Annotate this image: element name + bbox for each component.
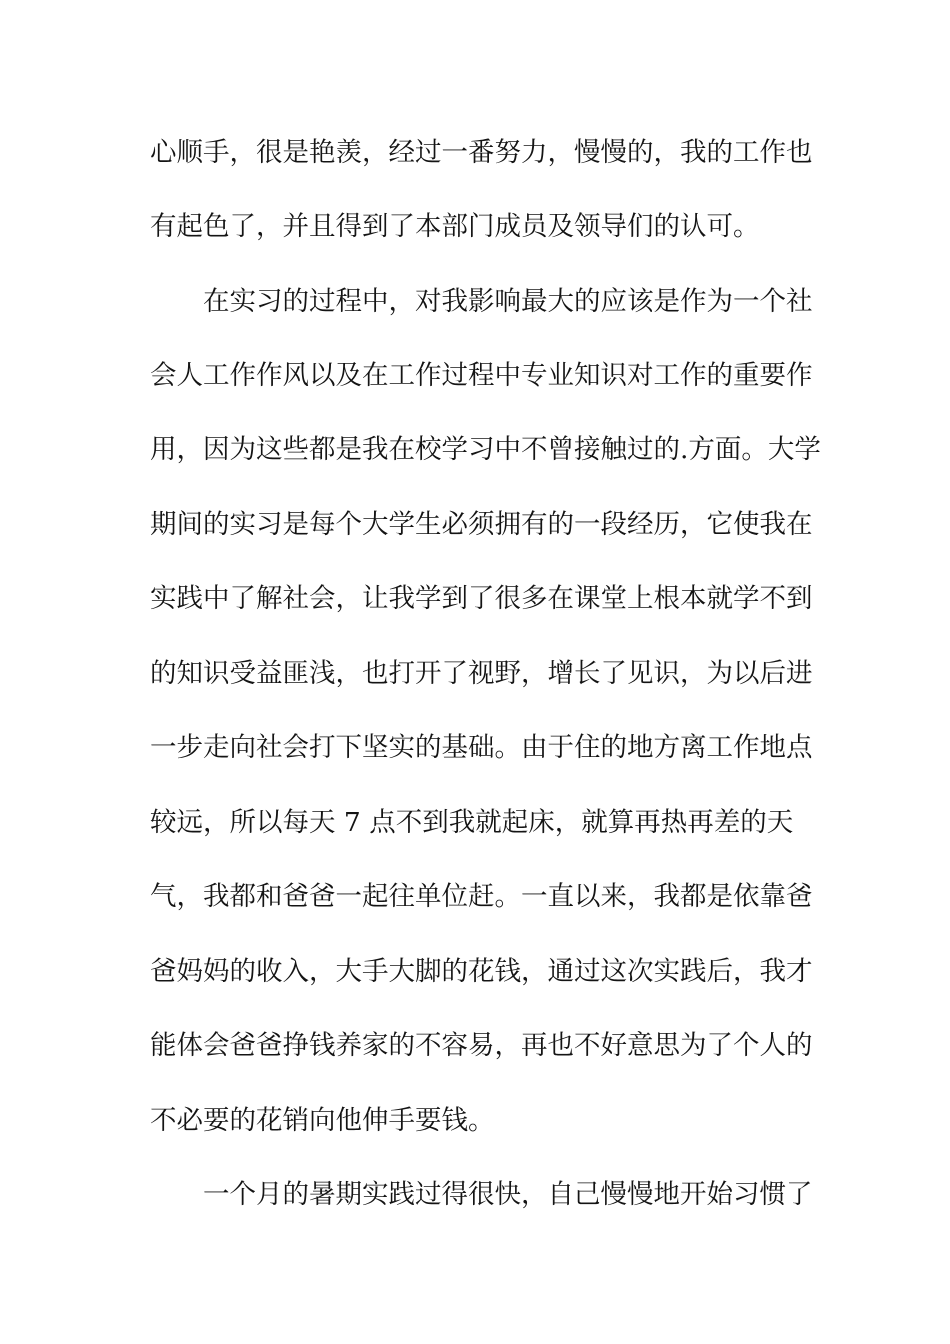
text-line: 用，因为这些都是我在校学习中不曾接触过的.方面。大学 bbox=[150, 434, 821, 465]
text-line: 实践中了解社会，让我学到了很多在课堂上根本就学不到 bbox=[150, 583, 813, 614]
text-line: 会人工作作风以及在工作过程中专业知识对工作的重要作 bbox=[150, 360, 813, 391]
text-line: 爸妈妈的收入，大手大脚的花钱，通过这次实践后，我才 bbox=[150, 956, 813, 987]
text-line: 的知识受益匪浅，也打开了视野，增长了见识，为以后进 bbox=[150, 658, 813, 689]
text-line: 气，我都和爸爸一起往单位赶。一直以来，我都是依靠爸 bbox=[150, 881, 813, 912]
text-line: 一步走向社会打下坚实的基础。由于住的地方离工作地点 bbox=[150, 732, 813, 763]
paragraph-start-line: 在实习的过程中，对我影响最大的应该是作为一个社 bbox=[203, 286, 813, 317]
text-line: 不必要的花销向他伸手要钱。 bbox=[150, 1105, 495, 1136]
paragraph-start-line: 一个月的暑期实践过得很快，自己慢慢地开始习惯了 bbox=[203, 1179, 813, 1210]
text-line: 心顺手，很是艳羡，经过一番努力，慢慢的，我的工作也 bbox=[150, 137, 813, 168]
text-line: 能体会爸爸挣钱养家的不容易，再也不好意思为了个人的 bbox=[150, 1030, 813, 1061]
text-line: 有起色了，并且得到了本部门成员及领导们的认可。 bbox=[150, 211, 760, 242]
text-line: 期间的实习是每个大学生必须拥有的一段经历，它使我在 bbox=[150, 509, 813, 540]
text-line: 较远，所以每天 7 点不到我就起床，就算再热再差的天 bbox=[150, 807, 794, 838]
